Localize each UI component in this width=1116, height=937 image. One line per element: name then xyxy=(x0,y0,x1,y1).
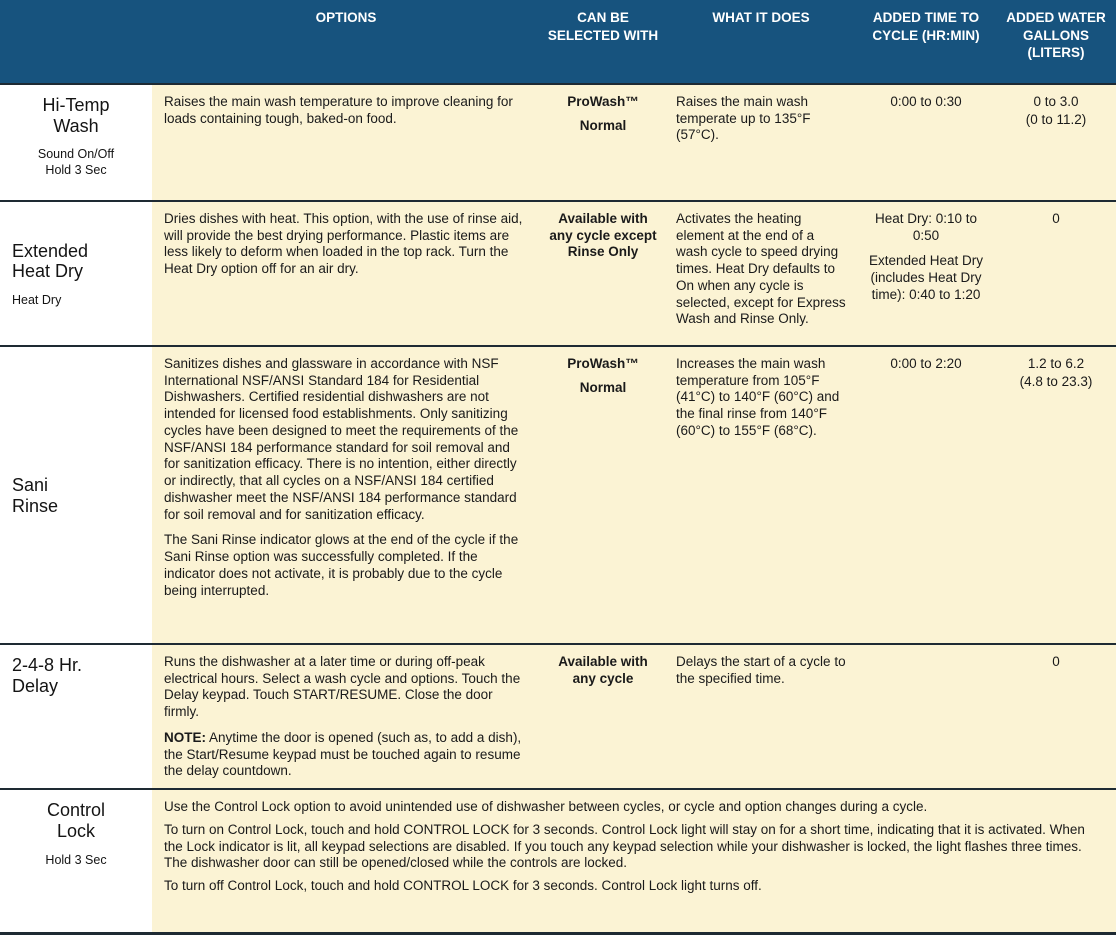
header-row xyxy=(0,0,1116,84)
what-it-does-text: Raises the main wash temperate up to 135°F (57°C). xyxy=(676,94,811,143)
header-options: OPTIONS xyxy=(152,0,540,84)
row-sani-rinse xyxy=(0,346,1116,644)
what-it-does-text: Increases the main wash temperature from 105°F (41°C) to 140°F (60°C) and the final rinse from 140°F (60°C) to 155°F (68°C). xyxy=(676,356,840,438)
control-lock-description-cell xyxy=(152,789,1116,933)
options-text: The Sani Rinse indicator glows at the end of the cycle if the Sani Rinse option was successfully completed. If the indicator does not activate, it is probably due to the cycle being interrupted. xyxy=(164,532,519,598)
selected-with-text: Available with any cycle xyxy=(558,654,648,686)
option-name: 2-4-8 Hr. Delay xyxy=(12,655,83,696)
header-can-be-selected-with: CAN BE SELECTED WITH xyxy=(540,0,666,84)
added-water-text: 1.2 to 6.2 xyxy=(1027,356,1085,371)
what-it-does-cell xyxy=(666,201,856,346)
option-sub-label: Sound On/Off xyxy=(37,147,115,162)
options-cell xyxy=(152,644,540,789)
added-time-cell xyxy=(856,84,996,201)
added-water-text: 0 xyxy=(1052,211,1060,226)
option-sub-label: Heat Dry xyxy=(12,292,62,307)
option-name: Sani Rinse xyxy=(12,475,59,516)
header-empty-cell xyxy=(0,0,152,84)
selected-with-text: Available with any cycle except Rinse Only xyxy=(549,211,657,260)
selected-with-cell xyxy=(540,346,666,644)
note-text: Anytime the door is opened (such as, to add a dish), the Start/Resume keypad must be touched again to resume the delay countdown. xyxy=(164,729,522,779)
added-time-cell xyxy=(856,201,996,346)
control-lock-paragraph: To turn off Control Lock, touch and hold CONTROL LOCK for 3 seconds. Control Lock light turns off. xyxy=(164,878,762,894)
options-note xyxy=(164,730,528,780)
option-name-cell xyxy=(0,201,152,346)
header-added-time: ADDED TIME TO CYCLE (HR:MIN) xyxy=(856,0,996,84)
option-name: Hi-Temp Wash xyxy=(42,95,110,136)
selected-with-cell xyxy=(540,644,666,789)
what-it-does-cell xyxy=(666,346,856,644)
options-text: Raises the main wash temperature to improve cleaning for loads containing tough, baked-on food. xyxy=(164,94,513,126)
selected-with-cell xyxy=(540,201,666,346)
added-water-cell xyxy=(996,346,1116,644)
what-it-does-text: Delays the start of a cycle to the specified time. xyxy=(676,654,846,686)
options-cell xyxy=(152,84,540,201)
what-it-does-cell xyxy=(666,644,856,789)
option-name-cell xyxy=(0,644,152,789)
added-time-text: Heat Dry: 0:10 to 0:50 xyxy=(874,211,978,243)
selected-with-text: Normal xyxy=(579,117,627,133)
added-water-text: 0 to 3.0 xyxy=(1033,94,1079,109)
added-water-cell xyxy=(996,644,1116,789)
control-lock-paragraph: Use the Control Lock option to avoid unintended use of dishwasher between cycles, or cycle and option changes during a cycle. xyxy=(164,799,928,815)
selected-with-text: ProWash™ xyxy=(567,356,639,371)
options-text: Runs the dishwasher at a later time or during off-peak electrical hours. Select a wash cycle and options. Touch the Delay keypad. Touch START/RESUME. Close the door firmly. xyxy=(164,654,521,720)
added-time-cell xyxy=(856,346,996,644)
added-time-text: 0:00 to 2:20 xyxy=(890,356,962,371)
options-cell xyxy=(152,201,540,346)
row-hi-temp-wash xyxy=(0,84,1116,201)
what-it-does-cell xyxy=(666,84,856,201)
options-cell xyxy=(152,346,540,644)
added-water-cell xyxy=(996,84,1116,201)
options-text: Dries dishes with heat. This option, with the use of rinse aid, will provide the best drying performance. Plastic items are less likely to deform when loaded in the top rack. Turn the Heat Dry option off for an air dry. xyxy=(164,211,523,277)
row-248-hr-delay xyxy=(0,644,1116,789)
selected-with-text: ProWash™ xyxy=(567,94,639,109)
selected-with-cell xyxy=(540,84,666,201)
option-name: Extended Heat Dry xyxy=(12,240,89,282)
header-added-water: ADDED WATER GALLONS (LITERS) xyxy=(996,0,1116,84)
added-water-text: (0 to 11.2) xyxy=(1025,111,1087,127)
added-water-text: 0 xyxy=(1052,654,1060,669)
note-label: NOTE: xyxy=(164,729,206,745)
table-body xyxy=(0,84,1116,933)
header-what-it-does: WHAT IT DOES xyxy=(666,0,856,84)
option-name: Control Lock xyxy=(46,800,106,841)
added-time-text: Extended Heat Dry (includes Heat Dry time): 0:40 to 1:20 xyxy=(868,253,984,302)
option-name-cell xyxy=(0,84,152,201)
option-sub-label: Hold 3 Sec xyxy=(45,852,107,867)
selected-with-text: Normal xyxy=(579,379,627,395)
row-extended-heat-dry xyxy=(0,201,1116,346)
added-time-text: 0:00 to 0:30 xyxy=(890,94,962,109)
option-name-cell xyxy=(0,346,152,644)
options-text: Sanitizes dishes and glassware in accordance with NSF International NSF/ANSI Standard 184 for Residential Dishwashers. Certified residential dishwashers are not intended for licensed food establishments. Only sanitizing cycles have been designed to meet the requirements of the NSF/ANSI 184 performance standard for soil removal and for sanitization efficacy. There is no intention, either directly or indirectly, that all cycles on a NSF/ANSI 184 certified dishwasher meet the NSF/ANSI 184 performance standard for soil removal and for sanitization efficacy. xyxy=(164,356,519,522)
option-name-cell xyxy=(0,789,152,933)
option-sub-label: Hold 3 Sec xyxy=(45,163,107,177)
table-header xyxy=(0,0,1116,84)
row-control-lock xyxy=(0,789,1116,933)
what-it-does-text: Activates the heating element at the end of a wash cycle to speed drying times. Heat Dry defaults to On when any cycle is selected, except for Express Wash and Rinse Only. xyxy=(676,211,846,327)
control-lock-paragraph: To turn on Control Lock, touch and hold CONTROL LOCK for 3 seconds. Control Lock light will stay on for a short time, indicating that it is activated. When the Lock indicator is lit, all keypad selections are disabled. If you touch any keypad selection while your dishwasher is locked, the light flashes three times. The dishwasher door can still be opened/closed while the controls are locked. xyxy=(164,821,1085,871)
added-water-cell xyxy=(996,201,1116,346)
added-water-text: (4.8 to 23.3) xyxy=(1019,373,1093,389)
added-time-cell xyxy=(856,644,996,789)
